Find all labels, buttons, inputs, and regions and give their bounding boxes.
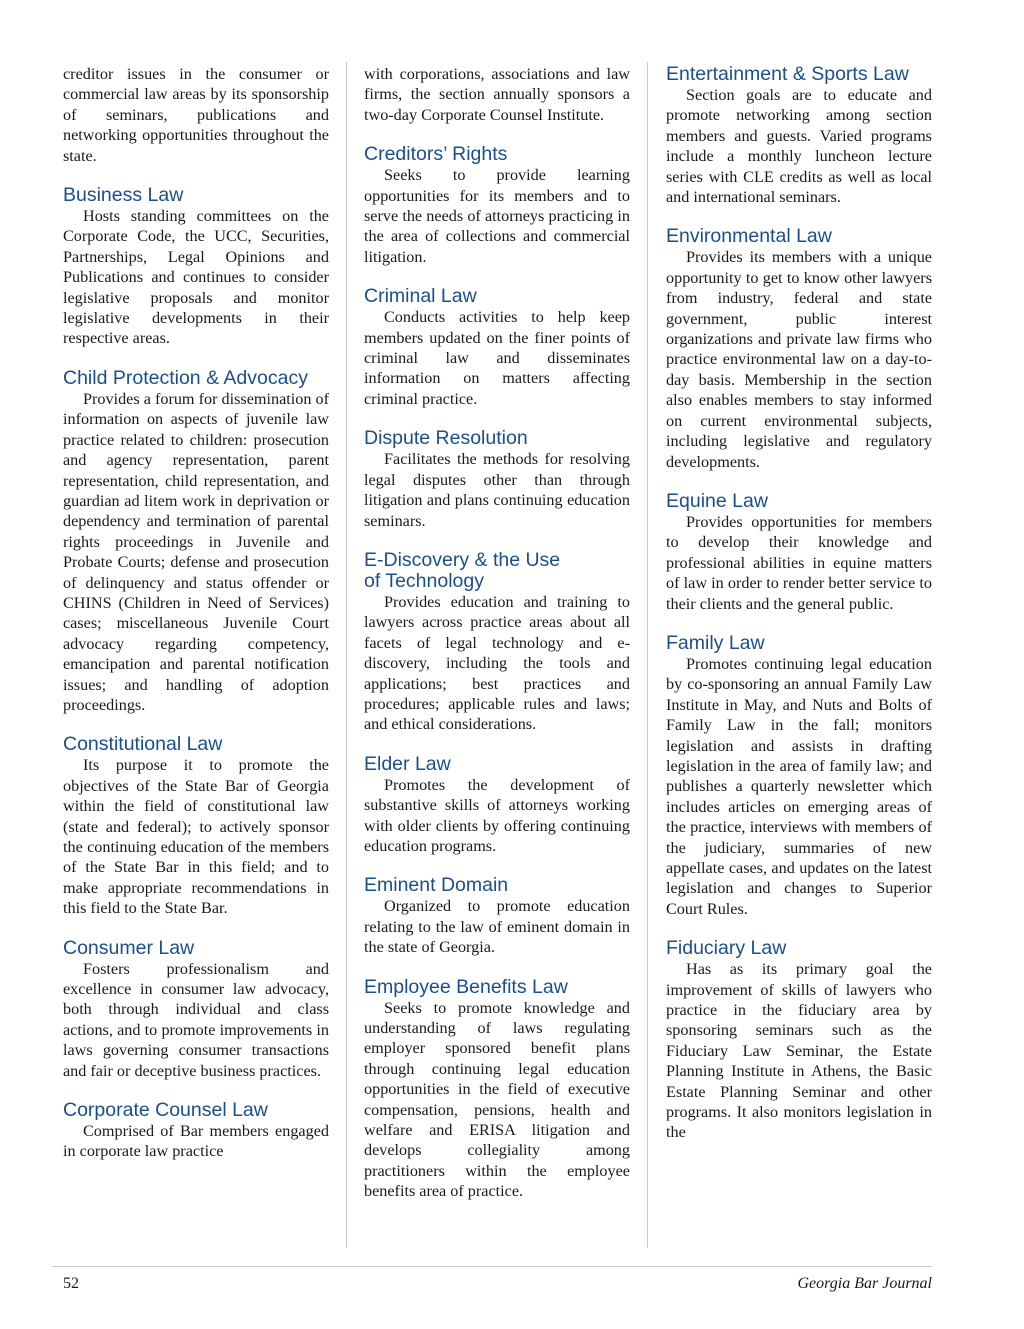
section-fiduciary-law — [666, 938, 932, 1143]
section-heading: Family Law — [666, 631, 765, 654]
section-heading: Entertainment & Sports Law — [666, 63, 909, 85]
section-employee-benefits — [364, 977, 630, 1202]
journal-title: Georgia Bar Journal — [797, 1275, 932, 1292]
section-body: Organized to promote education relating to the law of eminent domain in the state of Georgia. — [364, 897, 630, 957]
section-heading: Employee Benefits Law — [364, 975, 568, 998]
section-body: Provides opportunities for members to develop their knowledge and professional abilities in equine matters of law in order to render better service to their clients and the general public. — [666, 512, 932, 613]
section-heading: Creditors’ Rights — [364, 143, 508, 166]
section-heading: Constitutional Law — [63, 733, 223, 756]
section-constitutional-law — [63, 734, 329, 918]
section-heading: Criminal Law — [364, 285, 477, 308]
column-1 — [63, 64, 329, 1181]
section-elder-law — [364, 754, 630, 857]
section-body: Conducts activities to help keep members updated on the finer points of criminal law and disseminates information on matters affecting criminal practice. — [364, 308, 630, 408]
section-consumer-law — [63, 938, 329, 1081]
section-body: with corporations, associations and law firms, the section annually sponsors a two-day Corporate Counsel Institute. — [364, 65, 630, 124]
section-heading: Dispute Resolution — [364, 427, 528, 450]
section-continued — [63, 64, 329, 166]
section-body: Promotes continuing legal education by co-sponsoring an annual Family Law Institute in May, and Nuts and Bolts of Family Law in the fall; monitors legislation and assists in drafting legislation in the area of family law; and publishes a quarterly newsletter which includes articles on emerging areas of the practice, interviews with members of the judiciary, summaries of new appellate cases, and updates on the latest legislation and changes to Superior Court Rules. — [666, 654, 932, 918]
section-body: Has as its primary goal the improvement of skills of lawyers who practice in the fiduciary area by sponsoring seminars such as the Fiduciary Law Seminar, the Estate Planning Institute in Athens, the Basic Estate Planning Seminar and other programs. It also monitors legislation in the — [666, 960, 932, 1142]
section-continued — [364, 64, 630, 125]
column-divider — [346, 62, 347, 1248]
section-body: Provides its members with a unique opportunity to get to know other lawyers from industry, federal and state government, public interest organizations and private law firms who practice environmental law on a day-to-day basis. Membership in the section also enables members to stay informed on current environmental subjects, including legislative and regulatory developments. — [666, 248, 932, 471]
section-body: Section goals are to educate and promote networking among section members and guests. Varied programs include a monthly luncheon lecture series with CLE credits as well as local and international seminars. — [666, 86, 932, 207]
column-2 — [364, 64, 630, 1221]
section-corporate-counsel — [63, 1100, 329, 1162]
column-divider — [647, 62, 648, 1248]
section-body: creditor issues in the consumer or commercial law areas by its sponsorship of seminars, publications and networking opportunities throughout the state. — [63, 65, 329, 165]
section-heading: Fiduciary Law — [666, 937, 787, 960]
section-heading: Eminent Domain — [364, 874, 509, 897]
section-dispute-resolution — [364, 428, 630, 531]
section-body: Seeks to promote knowledge and understanding of laws regulating employer sponsored benefit plans through continuing legal education opportunities in the field of executive compensation, pensions, health and welfare and ERISA litigation and develops collegiality among practitioners within the employee benefits area of practice. — [364, 998, 630, 1201]
section-body: Provides a forum for dissemination of information on aspects of juvenile law practice related to children: prosecution and agency representation, parent representation, child representation, and guardian ad litem work in deprivation or dependency and termination of parental rights proceedings in Juvenile and Probate Courts; defense and prosecution of delinquency and status offender or CHINS (Children in Need of Services) cases; miscellaneous Juvenile Court advocacy regarding competency, emancipation and parental notification issues; and handling of adoption proceedings. — [63, 389, 329, 714]
section-criminal-law — [364, 286, 630, 409]
section-heading: Business Law — [63, 184, 184, 207]
section-heading: Corporate Counsel Law — [63, 1099, 268, 1122]
section-body: Provides education and training to lawyers across practice areas about all facets of legal technology and e-discovery, including the tools and applications; best practices and procedures; applicable rules and laws; and ethical considerations. — [364, 592, 630, 734]
section-heading: Equine Law — [666, 489, 768, 512]
section-body: Facilitates the methods for resolving legal disputes other than through litigation and plans continuing education seminars. — [364, 450, 630, 530]
section-child-protection — [63, 368, 329, 716]
footer-divider — [52, 1266, 932, 1267]
section-body: Promotes the development of substantive skills of attorneys working with older clients by offering continuing education programs. — [364, 775, 630, 855]
column-3 — [666, 64, 932, 1162]
section-body: Hosts standing committees on the Corporate Code, the UCC, Securities, Partnerships, Legal Opinions and Publications and continues to consider legislative proposals and monitor legislative developments in their respective areas. — [63, 207, 329, 348]
section-body: Fosters professionalism and excellence in consumer law advocacy, both through individual and class actions, and to promote improvements in laws governing consumer transactions and fair or deceptive business practices. — [63, 959, 329, 1080]
section-heading: E-Discovery & the Use of Technology — [364, 548, 561, 592]
section-body: Its purpose it to promote the objectives of the State Bar of Georgia within the field of constitutional law (state and federal); to actively sponsor the continuing education of the members of the State Bar in this field; and to make appropriate recommendations in this field to the State Bar. — [63, 756, 329, 918]
page-number: 52 — [63, 1275, 79, 1292]
section-heading: Elder Law — [364, 752, 451, 775]
section-equine-law — [666, 491, 932, 614]
section-eminent-domain — [364, 875, 630, 957]
section-heading: Consumer Law — [63, 936, 195, 959]
section-body: Seeks to provide learning opportunities for its members and to serve the needs of attorneys practicing in the area of collections and commercial litigation. — [364, 166, 630, 266]
section-entertainment-sports — [666, 64, 932, 207]
section-heading: Child Protection & Advocacy — [63, 366, 308, 389]
section-body: Comprised of Bar members engaged in corporate law practice — [63, 1122, 329, 1161]
section-creditors-rights — [364, 144, 630, 267]
section-business-law — [63, 185, 329, 349]
section-environmental-law — [666, 226, 932, 471]
section-e-discovery — [364, 550, 630, 735]
section-heading: Environmental Law — [666, 225, 832, 248]
section-family-law — [666, 633, 932, 919]
